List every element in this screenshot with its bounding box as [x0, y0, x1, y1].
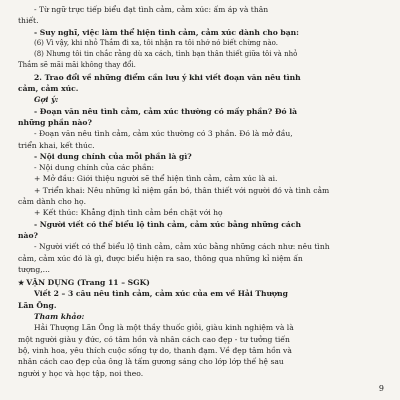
task-line: Viết 2 – 3 câu nêu tình cảm, cảm xúc của em về Hải Thượng: [34, 289, 288, 299]
paragraph-line: nhân cách cao đẹp của ông là tấm gương sáng cho lớp lớp thế hệ sau: [18, 357, 284, 367]
paragraph-line: Hải Thượng Lãn Ông là một thầy thuốc giỏi, giàu kinh nghiệm và là: [34, 323, 294, 333]
text-line: (8) Nhưng tôi tin chắc rằng dù xa cách, tình bạn thân thiết giữa tôi và nhỏ: [34, 50, 298, 59]
question-line: - Người viết có thể biểu lộ tình cảm, cảm xúc bằng những cách: [34, 219, 301, 229]
answer-line: - Nội dung chính của các phần:: [34, 163, 155, 173]
answer-line: + Mở đầu: Giới thiệu người sẽ thể hiện tình cảm, cảm xúc là ai.: [34, 174, 278, 184]
text-line: - Suy nghĩ, việc làm thể hiện tình cảm, cảm xúc dành cho bạn:: [34, 27, 299, 37]
answer-line: + Triển khai: Nêu những kỉ niệm gắn bó, thân thiết với người đó và tình cảm: [34, 185, 330, 195]
text-line: thiết.: [18, 16, 39, 26]
star-icon: ★: [18, 278, 25, 288]
text-line: Thắm sẽ mãi mãi không thay đổi.: [18, 61, 136, 70]
question-line: nào?: [18, 230, 38, 240]
answer-line: cảm dành cho họ.: [18, 197, 86, 207]
text-line: - Từ ngữ trực tiếp biểu đạt tình cảm, cảm xúc: ấm áp và thân: [34, 5, 269, 14]
answer-line: + Kết thúc: Khẳng định tình cảm bền chặt với họ: [34, 208, 223, 218]
section-heading: 2. Trao đổi về những điểm cần lưu ý khi viết đoạn văn nêu tình: [34, 72, 301, 82]
task-line: Lãn Ông.: [18, 300, 57, 310]
page-number: 9: [378, 383, 384, 393]
paragraph-line: một người giàu y đức, có tâm hồn và nhân cách cao đẹp - tư tưởng tiến: [18, 334, 290, 344]
answer-line: tượng,...: [18, 264, 50, 274]
van-dung-title: VẬN DỤNG (Trang 11 – SGK): [26, 278, 150, 288]
answer-line: cảm, cảm xúc đó là gì, được biểu hiện ra sao, thông qua những kỉ niệm ấn: [18, 253, 303, 263]
reference-label: Tham khảo:: [34, 312, 85, 322]
paragraph-line: người y học và học tập, noi theo.: [18, 368, 144, 378]
paragraph-line: bộ, vinh hoa, yêu thích cuộc sống tự do, thanh đạm. Về đẹp tâm hồn và: [18, 345, 292, 355]
question-line: những phần nào?: [18, 117, 92, 127]
text-line: (6) Vì vậy, khi nhỏ Thắm đi xa, tôi nhận ra tôi nhớ nó biết chừng nào.: [34, 38, 278, 47]
hint-label: Gợi ý:: [34, 95, 59, 105]
van-dung-heading: [18, 277, 384, 288]
answer-line: - Đoạn văn nêu tình cảm, cảm xúc thường có 3 phần. Đó là mở đầu,: [34, 129, 293, 139]
question-line: - Đoạn văn nêu tình cảm, cảm xúc thường có mấy phần? Đó là: [34, 106, 298, 116]
answer-line: - Người viết có thể biểu lộ tình cảm, cảm xúc bằng những cách như: nêu tình: [34, 242, 330, 252]
answer-line: triển khai, kết thúc.: [18, 140, 95, 150]
section-heading-cont: cảm, cảm xúc.: [18, 84, 79, 94]
question-line: - Nội dung chính của mỗi phần là gì?: [34, 151, 192, 161]
